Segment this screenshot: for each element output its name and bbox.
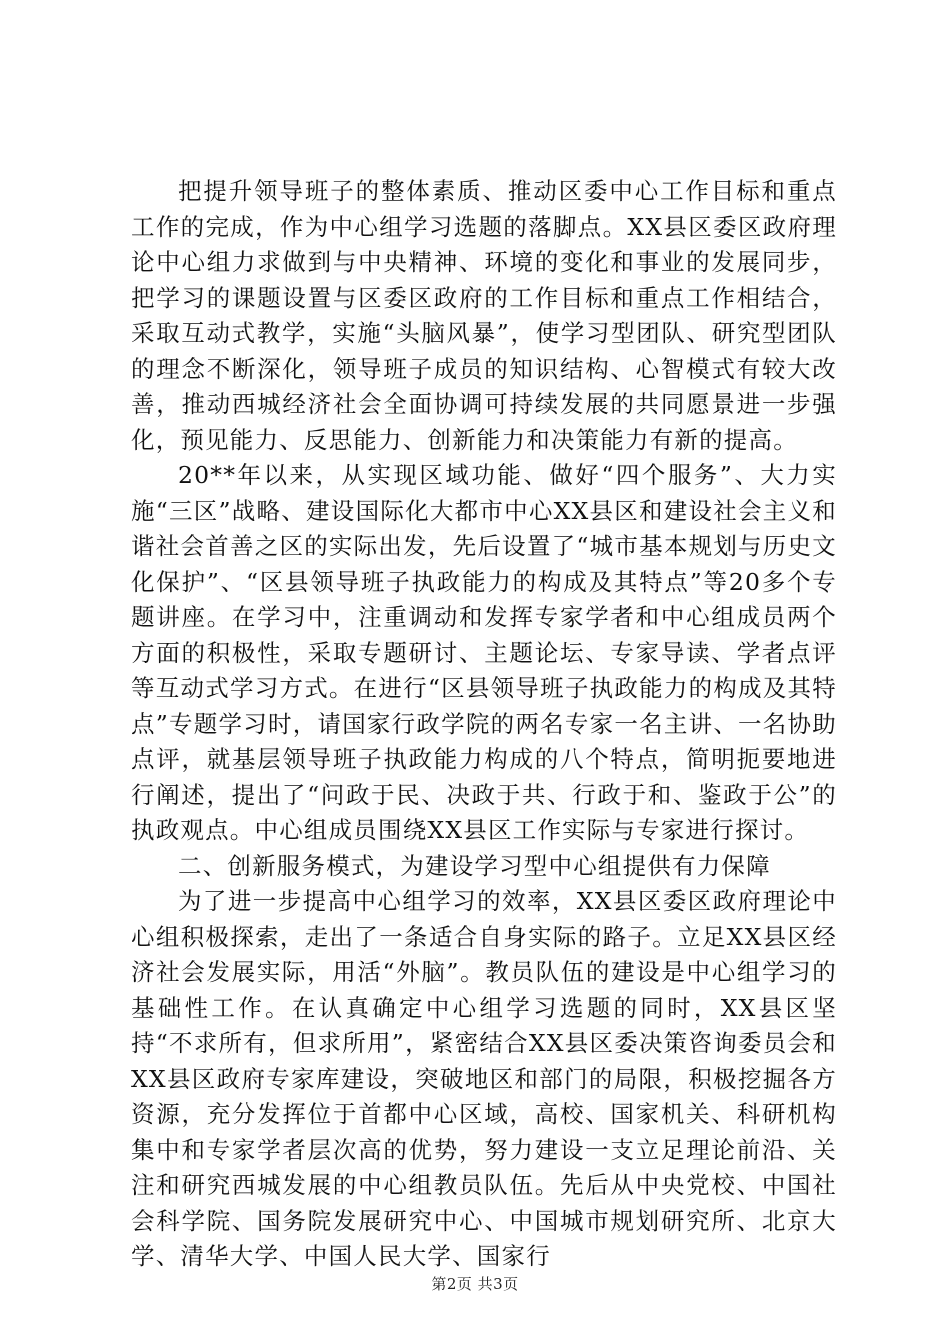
paragraph-1: 把提升领导班子的整体素质、推动区委中心工作目标和重点工作的完成，作为中心组学习选题的落脚点。XX县区委区政府理论中心组力求做到与中央精神、环境的变化和事业的发展同步，把学习的课题设置与区委区政府的工作目标和重点工作相结合，采取互动式教学，实施“头脑风暴”，使学习型团队、研究型团队的理念不断深化，领导班子成员的知识结构、心智模式有较大改善，推动西城经济社会全面协调可持续发展的共同愿景进一步强化，预见能力、反思能力、创新能力和决策能力有新的提高。	[131, 177, 837, 454]
paragraph-2: 20**年以来，从实现区域功能、做好“四个服务”、大力实施“三区”战略、建设国际化大都市中心XX县区和建设社会主义和谐社会首善之区的实际出发，先后设置了“城市基本规划与历史文化保护”、“区县领导班子执政能力的构成及其特点”等20多个专题讲座。在学习中，注重调动和发挥专家学者和中心组成员两个方面的积极性，采取专题研讨、主题论坛、专家导读、学者点评等互动式学习方式。在进行“区县领导班子执政能力的构成及其特点”专题学习时，请国家行政学院的两名专家一名主讲、一名协助点评，就基层领导班子执政能力构成的八个特点，简明扼要地进行阐述，提出了“问政于民、决政于共、行政于和、鉴政于公”的执政观点。中心组成员围绕XX县区工作实际与专家进行探讨。	[131, 461, 837, 844]
section-heading: 二、创新服务模式，为建设学习型中心组提供有力保障	[178, 851, 771, 880]
document-body	[131, 174, 837, 1275]
page-footer: 第2页 共3页	[431, 1275, 519, 1293]
paragraph-3: 为了进一步提高中心组学习的效率，XX县区委区政府理论中心组积极探索，走出了一条适合自身实际的路子。立足XX县区经济社会发展实际，用活“外脑”。教员队伍的建设是中心组学习的基础性工作。在认真确定中心组学习选题的同时，XX县区坚持“不求所有，但求所用”，紧密结合XX县区委决策咨询委员会和XX县区政府专家库建设，突破地区和部门的局限，积极挖掘各方资源，充分发挥位于首都中心区域，高校、国家机关、科研机构集中和专家学者层次高的优势，努力建设一支立足理论前沿、关注和研究西城发展的中心组教员队伍。先后从中央党校、中国社会科学院、国务院发展研究中心、中国城市规划研究所、北京大学、清华大学、中国人民大学、国家行	[131, 887, 837, 1270]
